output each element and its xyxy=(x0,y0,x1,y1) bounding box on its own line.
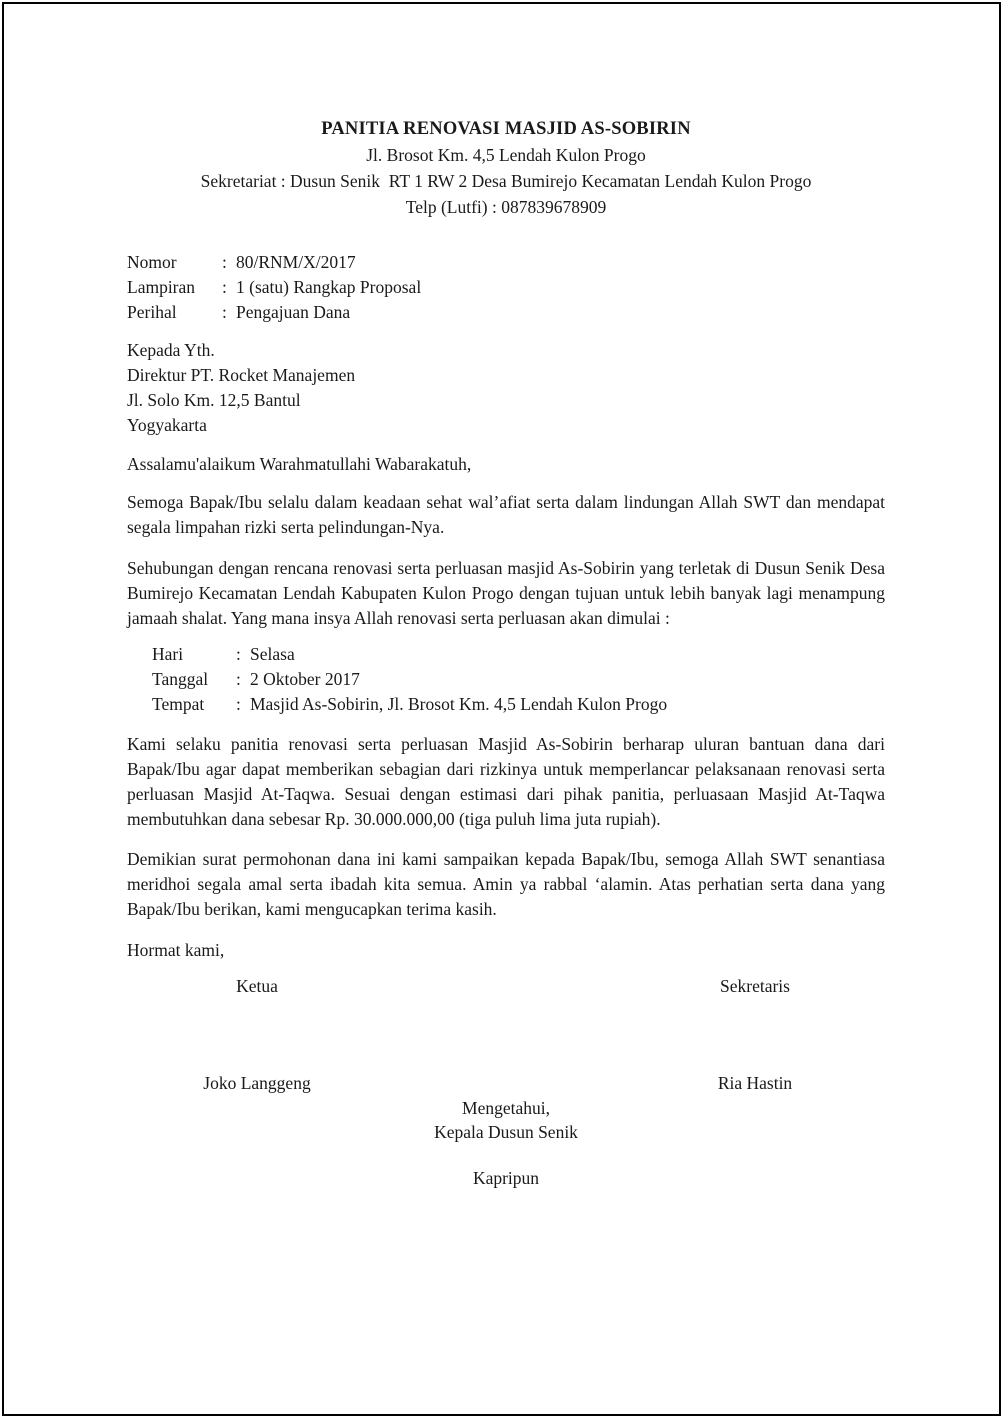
paragraph-wellwishes: Semoga Bapak/Ibu selalu dalam keadaan sehat wal’afiat serta dalam lindungan Allah SWT dan mendapat segala limpahan rizki serta pelindungan-Nya. xyxy=(127,492,885,537)
signature-name-secretary: Ria Hastin xyxy=(717,1073,793,1093)
acknowledgement-line: Mengetahui, xyxy=(462,1098,550,1118)
closing-salutation: Hormat kami, xyxy=(127,940,225,960)
signature-roles-row xyxy=(127,974,885,999)
acknowledgement-name: Kapripun xyxy=(472,1168,540,1188)
meta-value-lampiran: 1 (satu) Rangkap Proposal xyxy=(236,277,422,297)
event-row-hari xyxy=(152,642,885,667)
meta-label-lampiran: Lampiran xyxy=(127,277,196,297)
letterhead-address: Jl. Brosot Km. 4,5 Lendah Kulon Progo xyxy=(366,145,646,165)
letterhead xyxy=(127,116,885,220)
meta-value-perihal: Pengajuan Dana xyxy=(236,302,351,322)
letterhead-secretariat: Sekretariat : Dusun Senik RT 1 RW 2 Desa Bumirejo Kecamatan Lendah Kulon Progo xyxy=(200,171,812,191)
colon-separator: : xyxy=(222,302,227,322)
letterhead-phone: Telp (Lutfi) : 087839678909 xyxy=(405,197,607,217)
paragraph-closing: Demikian surat permohonan dana ini kami sampaikan kepada Bapak/Ibu, semoga Allah SWT senantiasa meridhoi segala amal serta ibadah kita semua. Amin ya rabbal ‘alamin. Atas perhatian serta dana yang Bapak/Ibu berikan, kami mengucapkan terima kasih. xyxy=(127,849,885,919)
meta-label-perihal: Perihal xyxy=(127,302,177,322)
event-value-tempat: Masjid As-Sobirin, Jl. Brosot Km. 4,5 Lendah Kulon Progo xyxy=(250,694,668,714)
signature-names-row xyxy=(127,1071,885,1096)
islamic-greeting: Assalamu'alaikum Warahmatullahi Wabarakatuh, xyxy=(127,454,472,474)
event-row-tempat xyxy=(152,692,885,717)
letter-content xyxy=(127,116,885,1191)
event-value-hari: Selasa xyxy=(250,644,295,664)
event-label-tempat: Tempat xyxy=(152,694,205,714)
colon-separator: : xyxy=(236,644,241,664)
signature-role-secretary: Sekretaris xyxy=(720,976,790,996)
recipient-name: Direktur PT. Rocket Manajemen xyxy=(127,365,356,385)
signature-role-chairman: Ketua xyxy=(236,976,278,996)
colon-separator: : xyxy=(222,277,227,297)
signature-name-chairman: Joko Langgeng xyxy=(203,1073,311,1093)
colon-separator: : xyxy=(236,669,241,689)
event-row-tanggal xyxy=(152,667,885,692)
meta-row-nomor xyxy=(127,250,885,275)
event-value-tanggal: 2 Oktober 2017 xyxy=(250,669,360,689)
meta-label-nomor: Nomor xyxy=(127,252,177,272)
event-details xyxy=(127,642,885,717)
event-label-hari: Hari xyxy=(152,644,184,664)
colon-separator: : xyxy=(222,252,227,272)
colon-separator: : xyxy=(236,694,241,714)
recipient-block xyxy=(127,338,885,438)
letterhead-title: PANITIA RENOVASI MASJID AS-SOBIRIN xyxy=(321,119,691,139)
paragraph-renovation-plan: Sehubungan dengan rencana renovasi serta perluasan masjid As-Sobirin yang terletak di Dusun Senik Desa Bumirejo Kecamatan Lendah Kabupaten Kulon Progo dengan tujuan untuk lebih banyak lagi menampung jamaah shalat. Yang mana insya Allah renovasi serta perluasan akan dimulai : xyxy=(127,558,885,628)
meta-row-lampiran xyxy=(127,275,885,300)
acknowledgement-role: Kepala Dusun Senik xyxy=(434,1122,578,1142)
meta-value-nomor: 80/RNM/X/2017 xyxy=(236,252,356,272)
recipient-salutation: Kepada Yth. xyxy=(127,340,215,360)
meta-row-perihal xyxy=(127,300,885,325)
recipient-city: Yogyakarta xyxy=(127,415,207,435)
paragraph-funding-request: Kami selaku panitia renovasi serta perluasan Masjid As-Sobirin berharap uluran bantuan dana dari Bapak/Ibu agar dapat memberikan sebagian dari rizkinya untuk memperlancar pelaksanaan renovasi serta perluasan Masjid At-Taqwa. Sesuai dengan estimasi dari pihak panitia, perluasaan Masjid At-Taqwa membutuhkan dana sebesar Rp. 30.000.000,00 (tiga puluh lima juta rupiah). xyxy=(127,734,885,829)
event-label-tanggal: Tanggal xyxy=(152,669,209,689)
letter-meta xyxy=(127,250,885,325)
recipient-address: Jl. Solo Km. 12,5 Bantul xyxy=(127,390,301,410)
letter-page xyxy=(2,2,1001,1416)
